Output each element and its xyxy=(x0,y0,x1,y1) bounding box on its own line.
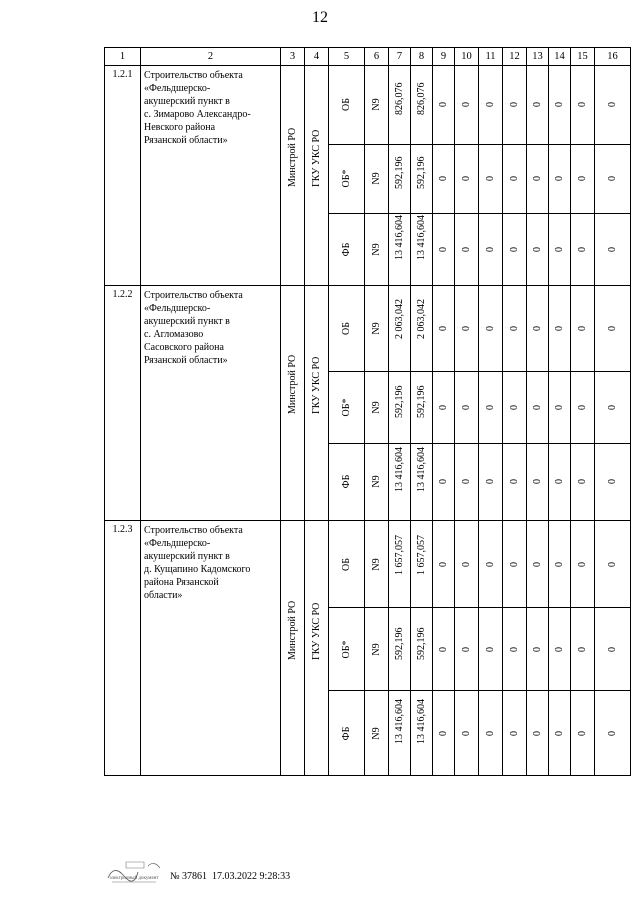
cell-code xyxy=(365,66,389,145)
header-cell-14: 14 xyxy=(549,48,571,66)
cell-col-13 xyxy=(527,372,549,443)
cell-value: 0 xyxy=(485,325,496,331)
row-number: 1.2.1 xyxy=(105,66,141,285)
cell-value: 0 xyxy=(554,479,565,485)
cell-col-13 xyxy=(527,607,549,691)
cell-value: 0 xyxy=(607,246,618,252)
cell-col-13 xyxy=(527,66,549,145)
cell-col-12 xyxy=(503,607,527,691)
cell-v7-text: 13 416,604 xyxy=(394,447,405,493)
cell-budget xyxy=(329,372,365,443)
cell-col-11 xyxy=(479,144,503,213)
cell-col-15 xyxy=(571,66,595,145)
cell-value: 0 xyxy=(438,176,449,182)
cell-value: 0 xyxy=(554,561,565,567)
cell-v8 xyxy=(411,285,433,372)
cell-col-11 xyxy=(479,285,503,372)
cell-code-text: N9 xyxy=(371,727,382,740)
cell-col-9 xyxy=(433,372,455,443)
cell-v8 xyxy=(411,144,433,213)
cell-v7 xyxy=(389,144,411,213)
row-name-line: с. Агломазово xyxy=(144,328,204,340)
cell-col-10 xyxy=(455,285,479,372)
cell-value: 0 xyxy=(438,479,449,485)
cell-col-12 xyxy=(503,521,527,608)
cell-budget xyxy=(329,607,365,691)
cell-col-11 xyxy=(479,443,503,521)
cell-v8-text: 13 416,604 xyxy=(416,447,427,493)
cell-col-14 xyxy=(549,443,571,521)
cell-col-16 xyxy=(595,521,631,608)
cell-col-16 xyxy=(595,691,631,776)
cell-col-13 xyxy=(527,691,549,776)
cell-code xyxy=(365,144,389,213)
cell-col-16 xyxy=(595,607,631,691)
cell-v7 xyxy=(389,372,411,443)
cell-col-12 xyxy=(503,372,527,443)
doc-number-symbol: № xyxy=(170,871,180,882)
cell-col-12 xyxy=(503,214,527,285)
row-name-line: Невского района xyxy=(144,122,216,134)
cell-v7-text: 592,196 xyxy=(394,627,405,660)
cell-code xyxy=(365,607,389,691)
cell-code-text: N9 xyxy=(371,243,382,256)
cell-value: 0 xyxy=(577,730,588,736)
cell-v7 xyxy=(389,214,411,285)
cell-col-9 xyxy=(433,443,455,521)
row-number: 1.2.2 xyxy=(105,285,141,521)
cell-value: 0 xyxy=(438,561,449,567)
document-stamp-line xyxy=(170,871,290,882)
cell-value: 0 xyxy=(461,246,472,252)
cell-value: 0 xyxy=(532,176,543,182)
cell-v7-text: 13 416,604 xyxy=(394,698,405,744)
cell-col-9 xyxy=(433,521,455,608)
cell-value: 0 xyxy=(554,325,565,331)
row-name-line: Рязанской области» xyxy=(144,354,228,366)
header-cell-3: 3 xyxy=(281,48,305,66)
customer-cell xyxy=(305,66,329,285)
cell-value: 0 xyxy=(461,102,472,108)
executor-text: Минстрой РО xyxy=(287,600,298,660)
cell-col-15 xyxy=(571,691,595,776)
cell-budget xyxy=(329,285,365,372)
cell-col-16 xyxy=(595,372,631,443)
header-cell-5: 5 xyxy=(329,48,365,66)
doc-datetime: 17.03.2022 9:28:33 xyxy=(212,871,291,882)
cell-value: 0 xyxy=(607,479,618,485)
cell-col-10 xyxy=(455,214,479,285)
cell-v8 xyxy=(411,214,433,285)
row-name-line: Сасовского района xyxy=(144,341,224,353)
cell-col-14 xyxy=(549,521,571,608)
cell-col-15 xyxy=(571,144,595,213)
cell-value: 0 xyxy=(461,404,472,410)
cell-value: 0 xyxy=(485,176,496,182)
row-name-line: Рязанской области» xyxy=(144,135,228,147)
cell-value: 0 xyxy=(485,102,496,108)
cell-budget-text: ФБ xyxy=(341,475,352,489)
cell-value: 0 xyxy=(577,325,588,331)
executor-cell xyxy=(281,66,305,285)
cell-col-9 xyxy=(433,607,455,691)
cell-col-15 xyxy=(571,285,595,372)
cell-code-text: N9 xyxy=(371,557,382,571)
cell-value: 0 xyxy=(509,246,520,252)
cell-col-15 xyxy=(571,607,595,691)
cell-value: 0 xyxy=(509,561,520,567)
cell-value: 0 xyxy=(607,730,618,736)
cell-value: 0 xyxy=(554,646,565,652)
cell-value: 0 xyxy=(485,730,496,736)
cell-budget-text: ОБ* xyxy=(341,640,352,659)
cell-col-12 xyxy=(503,691,527,776)
cell-col-12 xyxy=(503,144,527,213)
cell-col-14 xyxy=(549,214,571,285)
cell-v7 xyxy=(389,443,411,521)
cell-budget xyxy=(329,66,365,145)
cell-value: 0 xyxy=(438,325,449,331)
executor-cell xyxy=(281,521,305,776)
cell-col-13 xyxy=(527,144,549,213)
customer-text: ГКУ УКС РО xyxy=(311,602,322,660)
cell-value: 0 xyxy=(577,404,588,410)
cell-value: 0 xyxy=(461,646,472,652)
cell-value: 0 xyxy=(509,730,520,736)
cell-value: 0 xyxy=(532,646,543,652)
cell-code-text: N9 xyxy=(371,401,382,414)
cell-budget xyxy=(329,214,365,285)
cell-v7-text: 1 657,057 xyxy=(394,534,405,575)
cell-v8-text: 1 657,057 xyxy=(416,534,427,575)
row-name xyxy=(141,66,281,285)
cell-value: 0 xyxy=(485,246,496,252)
cell-col-12 xyxy=(503,285,527,372)
cell-value: 0 xyxy=(577,646,588,652)
cell-col-11 xyxy=(479,607,503,691)
header-cell-13: 13 xyxy=(527,48,549,66)
header-cell-4: 4 xyxy=(305,48,329,66)
cell-budget xyxy=(329,521,365,608)
row-name-line: д. Кущапино Кадомского xyxy=(144,564,251,576)
row-name-line: Строительство объекта xyxy=(144,70,243,82)
cell-value: 0 xyxy=(438,102,449,108)
cell-col-10 xyxy=(455,521,479,608)
executor-text: Минстрой РО xyxy=(287,355,298,415)
cell-col-11 xyxy=(479,521,503,608)
cell-code xyxy=(365,214,389,285)
cell-col-9 xyxy=(433,691,455,776)
cell-value: 0 xyxy=(577,479,588,485)
electronic-signature-stamp-icon xyxy=(104,858,164,886)
cell-col-9 xyxy=(433,66,455,145)
cell-value: 0 xyxy=(532,325,543,331)
cell-value: 0 xyxy=(509,176,520,182)
cell-budget xyxy=(329,691,365,776)
cell-col-16 xyxy=(595,144,631,213)
cell-code xyxy=(365,521,389,608)
header-cell-16: 16 xyxy=(595,48,631,66)
header-cell-2: 2 xyxy=(141,48,281,66)
row-name-line: Строительство объекта xyxy=(144,289,243,301)
cell-value: 0 xyxy=(577,561,588,567)
cell-v8 xyxy=(411,372,433,443)
cell-v8 xyxy=(411,607,433,691)
customer-text: ГКУ УКС РО xyxy=(311,356,322,415)
row-name-line: «Фельдшерско- xyxy=(144,538,211,550)
cell-value: 0 xyxy=(532,730,543,736)
cell-col-10 xyxy=(455,144,479,213)
cell-value: 0 xyxy=(438,730,449,736)
cell-col-9 xyxy=(433,214,455,285)
cell-value: 0 xyxy=(532,246,543,252)
cell-col-14 xyxy=(549,144,571,213)
cell-v7-text: 592,196 xyxy=(394,385,405,418)
cell-budget-text: ОБ* xyxy=(341,398,352,417)
cell-v7-text: 592,196 xyxy=(394,156,405,190)
cell-budget-text: ОБ xyxy=(341,98,352,112)
cell-value: 0 xyxy=(607,325,618,331)
cell-value: 0 xyxy=(554,246,565,252)
executor-cell xyxy=(281,285,305,521)
cell-v7 xyxy=(389,285,411,372)
cell-value: 0 xyxy=(485,479,496,485)
cell-col-16 xyxy=(595,66,631,145)
row-name-line: района Рязанской xyxy=(144,577,219,589)
cell-v7 xyxy=(389,607,411,691)
header-cell-1: 1 xyxy=(105,48,141,66)
cell-budget xyxy=(329,443,365,521)
cell-value: 0 xyxy=(438,246,449,252)
cell-code xyxy=(365,691,389,776)
row-name-line: «Фельдшерско- xyxy=(144,83,211,95)
row-name-line: акушерский пункт в xyxy=(144,315,230,327)
header-cell-7: 7 xyxy=(389,48,411,66)
cell-col-14 xyxy=(549,285,571,372)
cell-col-15 xyxy=(571,372,595,443)
header-cell-8: 8 xyxy=(411,48,433,66)
cell-col-10 xyxy=(455,607,479,691)
cell-code-text: N9 xyxy=(371,172,382,185)
cell-col-14 xyxy=(549,66,571,145)
cell-col-9 xyxy=(433,144,455,213)
cell-code xyxy=(365,285,389,372)
cell-budget-text: ОБ xyxy=(341,557,352,571)
page-number: 12 xyxy=(312,9,328,26)
cell-value: 0 xyxy=(607,176,618,182)
cell-v8-text: 592,196 xyxy=(416,156,427,190)
cell-value: 0 xyxy=(532,561,543,567)
cell-col-13 xyxy=(527,285,549,372)
cell-value: 0 xyxy=(509,479,520,485)
row-name xyxy=(141,521,281,776)
cell-code xyxy=(365,443,389,521)
header-cell-6: 6 xyxy=(365,48,389,66)
cell-col-13 xyxy=(527,443,549,521)
row-name-line: «Фельдшерско- xyxy=(144,302,211,314)
cell-col-16 xyxy=(595,443,631,521)
cell-value: 0 xyxy=(607,404,618,410)
cell-v7 xyxy=(389,66,411,145)
cell-col-14 xyxy=(549,691,571,776)
row-number: 1.2.3 xyxy=(105,521,141,776)
cell-value: 0 xyxy=(554,176,565,182)
doc-number: 37861 xyxy=(182,871,208,882)
cell-value: 0 xyxy=(485,561,496,567)
cell-col-15 xyxy=(571,443,595,521)
cell-value: 0 xyxy=(509,404,520,410)
cell-col-11 xyxy=(479,372,503,443)
cell-col-11 xyxy=(479,691,503,776)
cell-col-10 xyxy=(455,443,479,521)
cell-value: 0 xyxy=(509,646,520,652)
cell-v7 xyxy=(389,691,411,776)
cell-value: 0 xyxy=(577,176,588,182)
cell-budget xyxy=(329,144,365,213)
cell-col-12 xyxy=(503,66,527,145)
cell-col-11 xyxy=(479,66,503,145)
cell-value: 0 xyxy=(461,325,472,331)
cell-value: 0 xyxy=(509,102,520,108)
cell-value: 0 xyxy=(554,730,565,736)
cell-v8 xyxy=(411,66,433,145)
cell-value: 0 xyxy=(461,479,472,485)
cell-v8-text: 826,076 xyxy=(416,82,427,116)
cell-v7-text: 826,076 xyxy=(394,82,405,116)
cell-value: 0 xyxy=(509,325,520,331)
cell-code xyxy=(365,372,389,443)
cell-col-13 xyxy=(527,214,549,285)
executor-text: Минстрой РО xyxy=(287,127,298,187)
cell-col-10 xyxy=(455,372,479,443)
cell-col-12 xyxy=(503,443,527,521)
customer-cell xyxy=(305,285,329,521)
cell-value: 0 xyxy=(607,102,618,108)
table-row xyxy=(105,521,631,608)
cell-v8-text: 13 416,604 xyxy=(416,698,427,744)
cell-value: 0 xyxy=(485,646,496,652)
cell-v7 xyxy=(389,521,411,608)
row-name-line: акушерский пункт в xyxy=(144,551,230,563)
cell-value: 0 xyxy=(607,646,618,652)
cell-col-10 xyxy=(455,691,479,776)
cell-col-13 xyxy=(527,521,549,608)
cell-col-16 xyxy=(595,285,631,372)
cell-value: 0 xyxy=(577,246,588,252)
cell-code-text: N9 xyxy=(371,322,382,335)
cell-value: 0 xyxy=(554,102,565,108)
cell-v7-text: 13 416,604 xyxy=(394,214,405,260)
cell-v8 xyxy=(411,443,433,521)
table-row xyxy=(105,66,631,145)
cell-value: 0 xyxy=(532,102,543,108)
cell-code-text: N9 xyxy=(371,642,382,656)
cell-value: 0 xyxy=(485,404,496,410)
cell-budget-text: ОБ xyxy=(341,321,352,335)
cell-v8 xyxy=(411,521,433,608)
row-name-line: акушерский пункт в xyxy=(144,96,230,108)
cell-value: 0 xyxy=(607,561,618,567)
cell-col-14 xyxy=(549,372,571,443)
cell-value: 0 xyxy=(438,646,449,652)
cell-code-text: N9 xyxy=(371,98,382,111)
row-name-line: области» xyxy=(144,590,183,602)
table-row xyxy=(105,285,631,372)
cell-col-15 xyxy=(571,521,595,608)
header-cell-10: 10 xyxy=(455,48,479,66)
cell-value: 0 xyxy=(438,404,449,410)
cell-budget-text: ФБ xyxy=(341,726,352,740)
cell-code-text: N9 xyxy=(371,475,382,489)
stamp-label: электронный документ xyxy=(109,876,159,881)
header-cell-9: 9 xyxy=(433,48,455,66)
budget-table xyxy=(104,47,631,776)
customer-cell xyxy=(305,521,329,776)
customer-text: ГКУ УКС РО xyxy=(311,129,322,187)
header-cell-15: 15 xyxy=(571,48,595,66)
cell-value: 0 xyxy=(532,479,543,485)
cell-budget-text: ОБ* xyxy=(341,169,352,188)
cell-col-15 xyxy=(571,214,595,285)
row-name-line: с. Зимарово Александро- xyxy=(144,109,251,121)
header-row xyxy=(105,48,631,66)
cell-col-11 xyxy=(479,214,503,285)
cell-value: 0 xyxy=(461,730,472,736)
cell-value: 0 xyxy=(461,561,472,567)
cell-value: 0 xyxy=(532,404,543,410)
header-cell-11: 11 xyxy=(479,48,503,66)
header-cell-12: 12 xyxy=(503,48,527,66)
cell-v8 xyxy=(411,691,433,776)
cell-v8-text: 592,196 xyxy=(416,385,427,418)
cell-col-14 xyxy=(549,607,571,691)
cell-value: 0 xyxy=(577,102,588,108)
row-name-line: Строительство объекта xyxy=(144,525,243,537)
cell-value: 0 xyxy=(554,404,565,410)
cell-v8-text: 13 416,604 xyxy=(416,214,427,260)
cell-v8-text: 2 063,042 xyxy=(416,298,427,339)
cell-value: 0 xyxy=(461,176,472,182)
cell-col-10 xyxy=(455,66,479,145)
cell-v8-text: 592,196 xyxy=(416,627,427,660)
cell-v7-text: 2 063,042 xyxy=(394,298,405,339)
cell-col-9 xyxy=(433,285,455,372)
cell-budget-text: ФБ xyxy=(341,242,352,257)
row-name xyxy=(141,285,281,521)
cell-col-16 xyxy=(595,214,631,285)
